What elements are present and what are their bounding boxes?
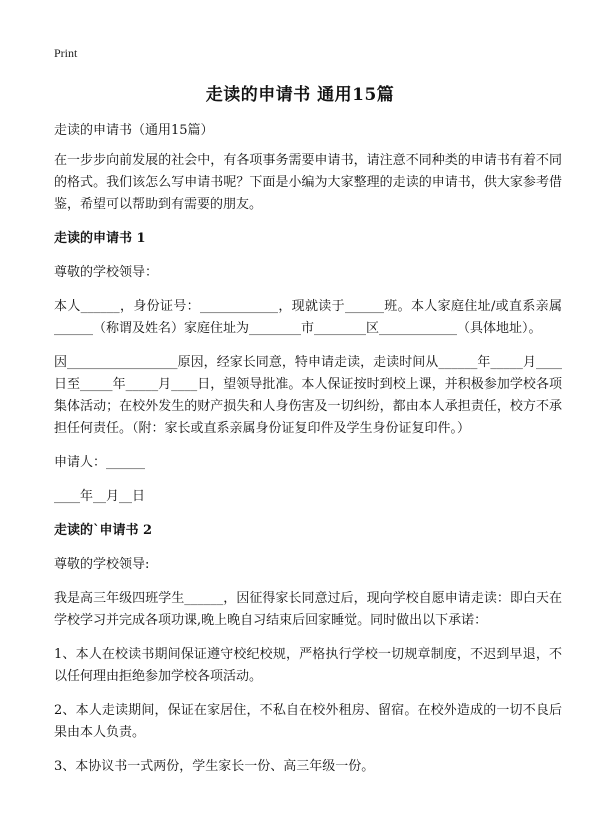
document-body (54, 120, 562, 790)
section-1-date: ____年__月__日 (54, 489, 146, 504)
section-2-item-2: 2、本人走读期间，保证在家居住，不私自在校外租房、留宿。在校外造成的一切不良后果由本人负责。 (54, 703, 562, 740)
section-2-heading: 走读的`申请书 2 (54, 523, 153, 538)
section-1-heading: 走读的申请书 1 (54, 231, 146, 246)
intro-paragraph: 在一步步向前发展的社会中，有各项事务需要申请书，请注意不同种类的申请书有着不同的格式。我们该怎么写申请书呢？下面是小编为大家整理的走读的申请书，供大家参考借鉴，希望可以帮助到有需要的朋友。 (54, 153, 562, 212)
print-link[interactable]: Print (54, 46, 78, 60)
section-2-paragraph-1: 我是高三年级四班学生______，因征得家长同意过后，现向学校自愿申请走读：即白天在学校学习并完成各项功课,晚上晚自习结束后回家睡觉。同时做出以下承诺： (54, 591, 562, 628)
section-1-applicant: 申请人：______ (54, 455, 146, 470)
section-1-paragraph-1: 本人______，身份证号：____________，现就读于______班。本人家庭住址/或直系亲属______（称谓及姓名）家庭住址为________市________区____________（具体地址）。 (54, 299, 562, 336)
section-2-item-3: 3、本协议书一式两份，学生家长一份、高三年级一份。 (54, 759, 375, 774)
section-1-salutation: 尊敬的学校领导： (54, 265, 159, 280)
section-2-item-1: 1、本人在校读书期间保证遵守校纪校规，严格执行学校一切规章制度，不迟到早退，不以任何理由拒绝参加学校各项活动。 (54, 647, 562, 684)
section-2-salutation: 尊敬的学校领导: (54, 557, 150, 572)
page-title: 走读的申请书 通用15篇 (205, 85, 395, 105)
document-subtitle: 走读的申请书（通用15篇） (54, 123, 214, 138)
section-1-paragraph-2: 因_________________原因，经家长同意，特申请走读，走读时间从______年_____月____日至_____年_____月____日，望领导批准。本人保证按时到校上课，并积极参加学校各项集体活动；在校外发生的财产损失和人身伤害及一切纠纷，都由本人承担责任，校方不承担任何责任。（附：家长或直系亲属身份证复印件及学生身份证复印件。） (54, 355, 562, 436)
